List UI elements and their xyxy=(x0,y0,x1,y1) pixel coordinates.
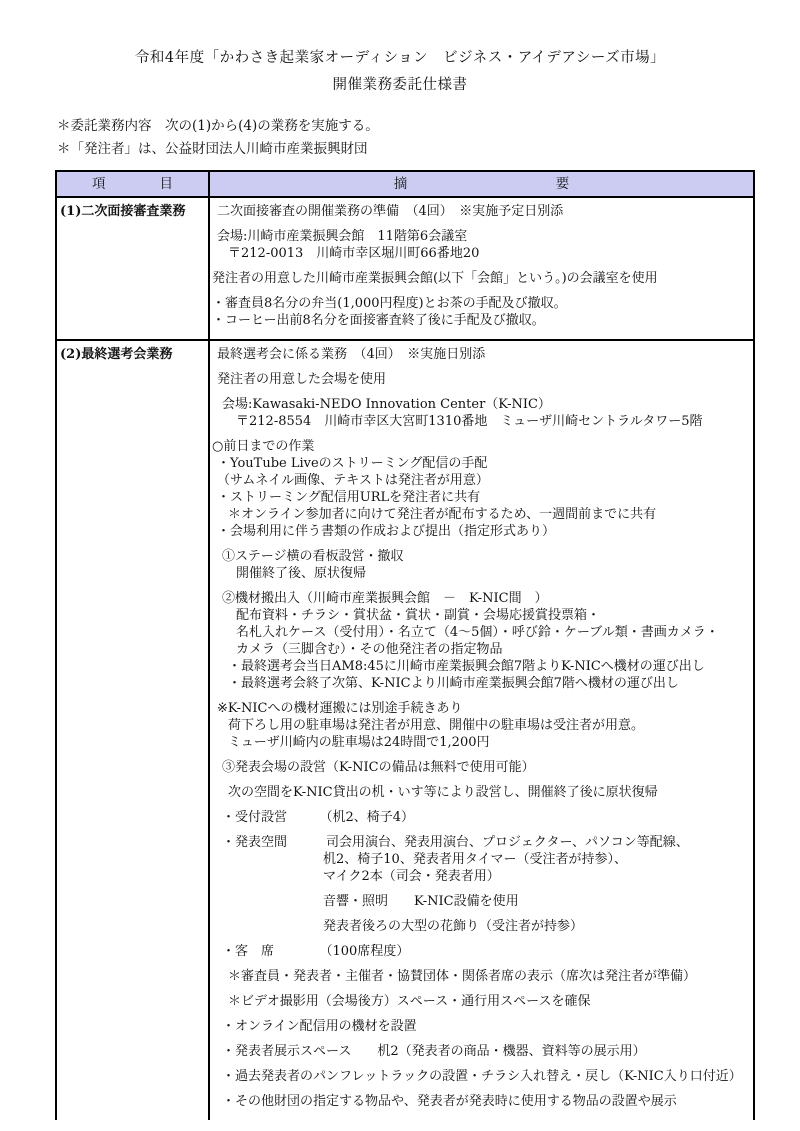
summary-line: ・会場利用に伴う書類の作成および提出（指定形式あり） xyxy=(217,524,556,539)
summary-line: 二次面接審査の開催業務の準備 （4回） ※実施予定日別添 xyxy=(217,204,564,219)
column-header-summary: 摘 要 xyxy=(393,176,570,192)
spec-table xyxy=(55,170,755,1120)
summary-line: ・受付設営 （机2、椅子4） xyxy=(222,810,415,825)
preamble-line-2: ＊「発注者」は、公益財団法人川崎市産業振興財団 xyxy=(57,141,368,157)
summary-line: ・審査員8名分の弁当(1,000円程度)とお茶の手配及び撤収。 xyxy=(212,296,567,311)
summary-line: 会場:Kawasaki-NEDO Innovation Center（K-NIC） xyxy=(222,397,551,412)
summary-line: ＊オンライン参加者に向けて発注者が配布するため、一週間前までに共有 xyxy=(228,507,657,522)
summary-line: 荷下ろし用の駐車場は発注者が用意、開催中の駐車場は受注者が用意。 xyxy=(228,718,645,733)
summary-line: ・YouTube Liveのストリーミング配信の手配 xyxy=(217,456,488,471)
summary-line: 発表者後ろの大型の花飾り（受注者が持参） xyxy=(323,919,584,934)
summary-line: （サムネイル画像、テキストは発注者が用意） xyxy=(217,473,489,488)
summary-line: ・過去発表者のパンフレットラックの設置・チラシ入れ替え・戻し（K-NIC入り口付近） xyxy=(222,1069,742,1084)
summary-line: 開催終了後、原状復帰 xyxy=(236,566,367,581)
summary-line: ・最終選考会当日AM8:45に川崎市産業振興会館7階よりK-NICへ機材の運び出し xyxy=(228,659,705,674)
summary-line: 配布資料・チラシ・賞状盆・賞状・副賞・会場応援賞投票箱・ xyxy=(236,608,601,623)
summary-line: ＊審査員・発表者・主催者・協賛団体・関係者席の表示（席次は発注者が準備） xyxy=(228,969,697,984)
summary-line: 机2、椅子10、発表者用タイマー（受注者が持参）、 xyxy=(323,852,628,867)
column-header-item: 項 目 xyxy=(57,172,210,196)
summary-line: ①ステージ横の看板設営・撤収 xyxy=(222,549,404,564)
summary-line: ※K-NICへの機材運搬には別途手続きあり xyxy=(217,701,463,716)
preamble xyxy=(57,115,800,161)
summary-line: ・最終選考会終了次第、K-NICより川崎市産業振興会館7階へ機材の運び出し xyxy=(228,676,679,691)
summary-line: 〒212-8554 川崎市幸区大宮町1310番地 ミューザ川崎セントラルタワー5階 xyxy=(236,414,703,429)
document-title xyxy=(0,0,800,99)
summary-line: ③発表会場の設営（K-NICの備品は無料で使用可能） xyxy=(222,760,535,775)
summary-line: 〒212-0013 川崎市幸区堀川町66番地20 xyxy=(228,246,480,261)
document-title-line-2: 開催業務委託仕様書 xyxy=(332,77,468,93)
summary-line: ○前日までの作業 xyxy=(212,439,315,454)
summary-line: 発注者の用意した会場を使用 xyxy=(217,372,387,387)
summary-line: 名札入れケース（受付用）・名立て（4～5個）・呼び鈴・ケーブル類・書画カメラ・ xyxy=(236,625,719,640)
row-item-label: (2)最終選考会業務 xyxy=(57,341,210,1120)
row-item-label: (1)二次面接審査業務 xyxy=(57,198,210,339)
summary-line: ・その他財団の指定する物品や、発表者が発表時に使用する物品の設置や展示 xyxy=(222,1094,677,1109)
summary-line: 会場:川崎市産業振興会館 11階第6会議室 xyxy=(217,229,468,244)
table-row xyxy=(57,198,753,341)
table-row xyxy=(57,341,753,1120)
table-body xyxy=(57,198,753,1120)
summary-line: マイク2本（司会・発表者用） xyxy=(323,869,500,884)
preamble-line-1: ＊委託業務内容 次の(1)から(4)の業務を実施する。 xyxy=(57,118,379,134)
summary-line: 次の空間をK-NIC貸出の机・いす等により設営し、開催終了後に原状復帰 xyxy=(228,785,658,800)
row-summary xyxy=(210,198,753,339)
summary-line: ・発表空間 司会用演台、発表用演台、プロジェクター、パソコン等配線、 xyxy=(222,835,689,850)
summary-line: ・発表者展示スペース 机2（発表者の商品・機器、資料等の展示用） xyxy=(222,1044,646,1059)
summary-line: カメラ（三脚含む）・その他発注者の指定物品 xyxy=(236,642,503,657)
summary-line: ・オンライン配信用の機材を設置 xyxy=(222,1019,417,1034)
table-header-row xyxy=(57,172,753,198)
row-summary xyxy=(210,341,753,1120)
summary-line: ・コーヒー出前8名分を面接審査終了後に手配及び撤収。 xyxy=(212,313,545,328)
summary-line: 音響・照明 K-NIC設備を使用 xyxy=(323,894,519,909)
document-title-line-1: 令和4年度「かわさき起業家オーディション ビジネス・アイデアシーズ市場」 xyxy=(134,50,666,66)
summary-line: 最終選考会に係る業務 （4回） ※実施日別添 xyxy=(217,347,486,362)
summary-line: ・客 席 （100席程度） xyxy=(222,944,410,959)
summary-line: ②機材搬出入（川崎市産業振興会館 － K-NIC間 ） xyxy=(222,591,548,606)
summary-line: ミューザ川崎内の駐車場は24時間で1,200円 xyxy=(228,735,490,750)
summary-line: ・ストリーミング配信用URLを発注者に共有 xyxy=(217,490,481,505)
summary-line: ＊ビデオ撮影用（会場後方）スペース・通行用スペースを確保 xyxy=(228,994,591,1009)
summary-line: 発注者の用意した川崎市産業振興会館(以下「会館」という。)の会議室を使用 xyxy=(212,271,658,286)
